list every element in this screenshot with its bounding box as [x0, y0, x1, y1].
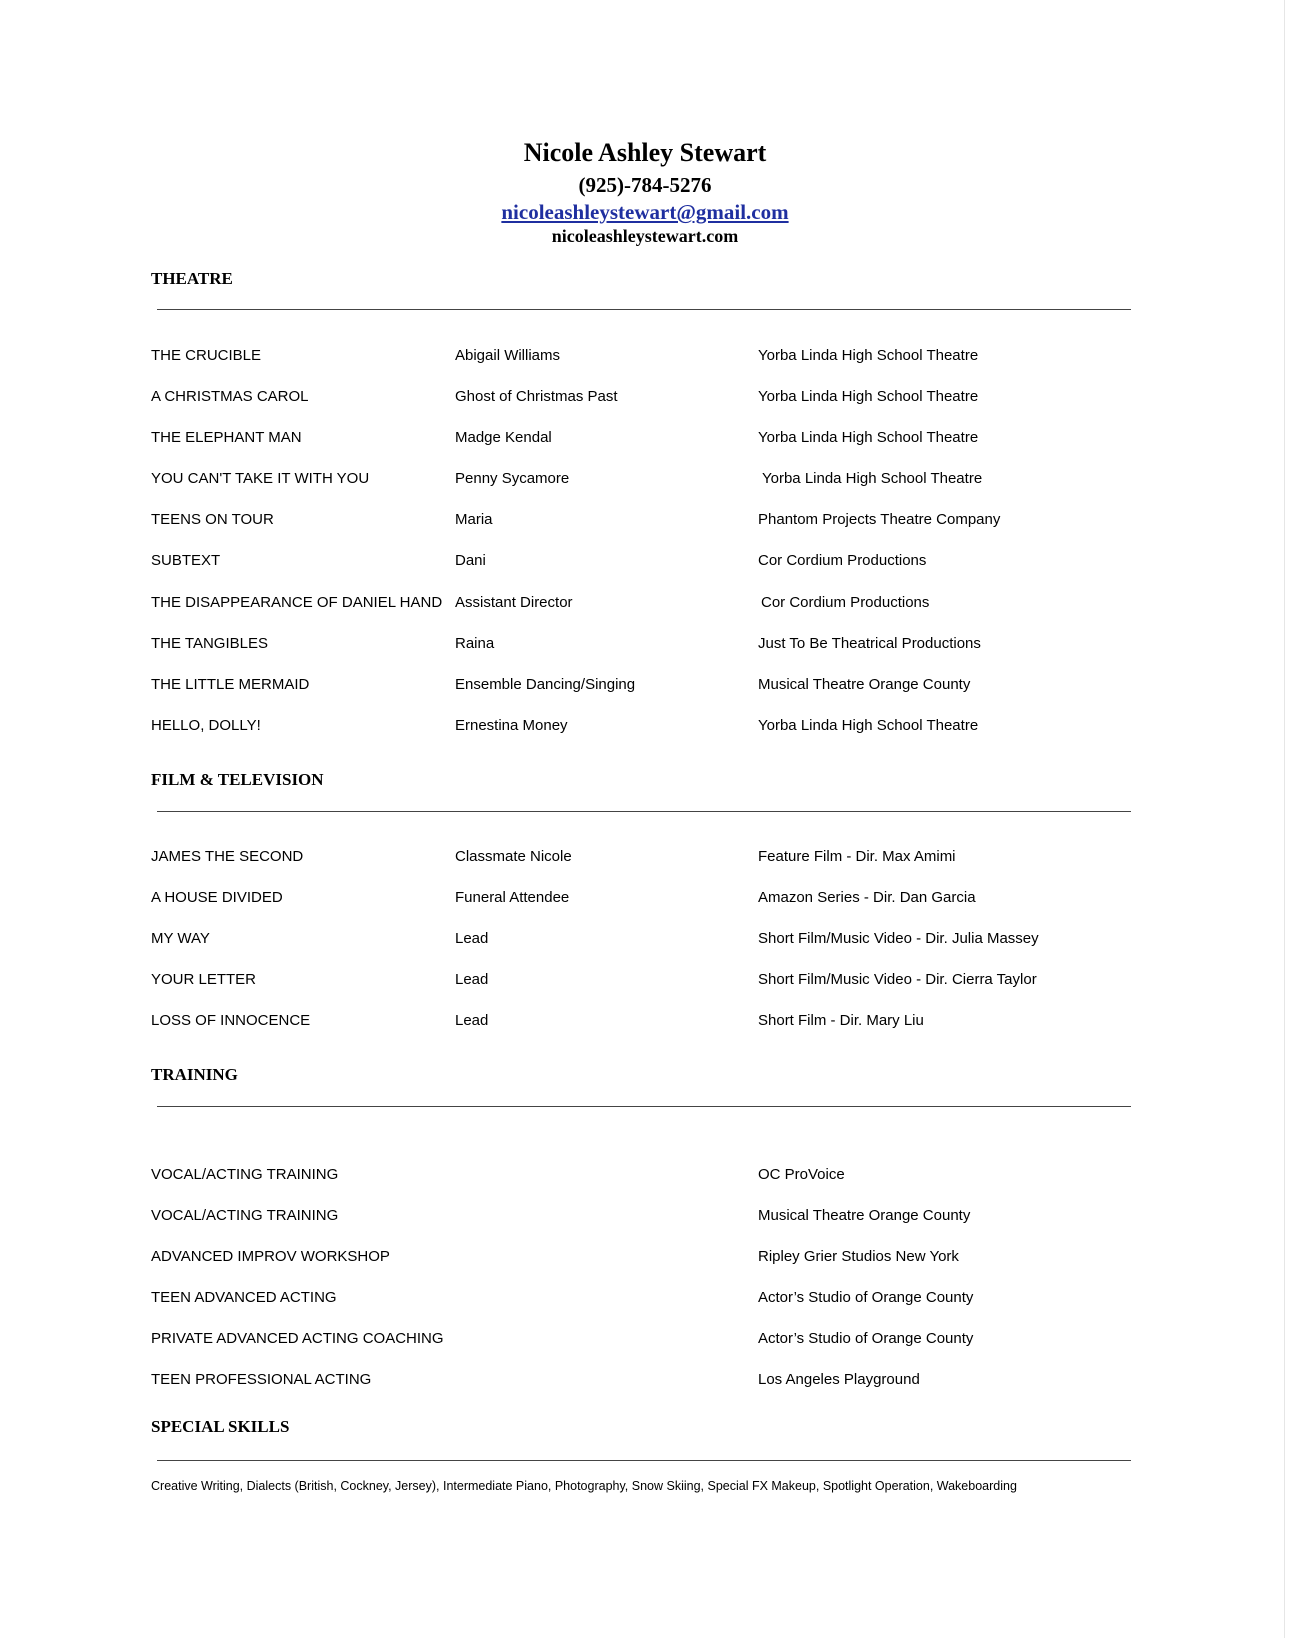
theatre-production: YOU CAN'T TAKE IT WITH YOU: [151, 470, 370, 487]
training-course: VOCAL/ACTING TRAINING: [151, 1166, 339, 1183]
theatre-role: Penny Sycamore: [455, 470, 570, 487]
theatre-role: Ensemble Dancing/Singing: [455, 676, 636, 693]
theatre-company: Just To Be Theatrical Productions: [758, 635, 981, 652]
theatre-role: Raina: [455, 635, 495, 652]
section-divider: [157, 309, 1131, 310]
film-role: Lead: [455, 930, 489, 947]
special-skills-list: Creative Writing, Dialects (British, Cockney, Jersey), Intermediate Piano, Photography, Snow Skiing, Special FX Makeup, Spotlight Operation, Wakeboarding: [151, 1479, 1017, 1493]
theatre-company: Cor Cordium Productions: [761, 594, 930, 611]
training-course: ADVANCED IMPROV WORKSHOP: [151, 1248, 390, 1265]
resume-name: Nicole Ashley Stewart: [523, 138, 767, 167]
training-school: Ripley Grier Studios New York: [758, 1248, 959, 1265]
theatre-production: SUBTEXT: [151, 552, 221, 569]
email-link[interactable]: nicoleashleystewart@gmail.com: [501, 200, 789, 224]
theatre-company: Cor Cordium Productions: [758, 552, 927, 569]
film-role: Classmate Nicole: [455, 848, 572, 865]
film-role: Lead: [455, 971, 489, 988]
theatre-company: Yorba Linda High School Theatre: [758, 717, 979, 734]
theatre-role: Maria: [455, 511, 493, 528]
training-course: TEEN ADVANCED ACTING: [151, 1289, 337, 1306]
film-company: Short Film/Music Video - Dir. Cierra Taylor: [758, 971, 1037, 988]
film-production: YOUR LETTER: [151, 971, 257, 988]
theatre-production: HELLO, DOLLY!: [151, 717, 261, 734]
theatre-production: THE TANGIBLES: [151, 635, 268, 652]
theatre-production: THE DISAPPEARANCE OF DANIEL HAND: [151, 594, 443, 611]
film-company: Short Film/Music Video - Dir. Julia Massey: [758, 930, 1039, 947]
section-divider: [157, 1460, 1131, 1461]
film-production: LOSS OF INNOCENCE: [151, 1012, 311, 1029]
training-course: PRIVATE ADVANCED ACTING COACHING: [151, 1330, 444, 1347]
section-title-theatre: THEATRE: [151, 269, 233, 288]
film-production: JAMES THE SECOND: [151, 848, 304, 865]
website-text: nicoleashleystewart.com: [551, 226, 739, 246]
film-company: Amazon Series - Dir. Dan Garcia: [758, 889, 976, 906]
theatre-role: Assistant Director: [455, 594, 573, 611]
theatre-role: Madge Kendal: [455, 429, 552, 446]
theatre-production: TEENS ON TOUR: [151, 511, 274, 528]
section-title-training: TRAINING: [151, 1065, 238, 1084]
film-company: Short Film - Dir. Mary Liu: [758, 1012, 924, 1029]
training-school: OC ProVoice: [758, 1166, 845, 1183]
theatre-production: THE CRUCIBLE: [151, 347, 262, 364]
training-school: Los Angeles Playground: [758, 1371, 920, 1388]
theatre-production: A CHRISTMAS CAROL: [151, 388, 309, 405]
phone-number: (925)-784-5276: [578, 173, 712, 197]
theatre-company: Yorba Linda High School Theatre: [762, 470, 983, 487]
theatre-role: Abigail Williams: [455, 347, 561, 364]
section-title-special-skills: SPECIAL SKILLS: [151, 1417, 290, 1436]
film-role: Funeral Attendee: [455, 889, 570, 906]
film-production: A HOUSE DIVIDED: [151, 889, 283, 906]
film-company: Feature Film - Dir. Max Amimi: [758, 848, 956, 865]
training-course: VOCAL/ACTING TRAINING: [151, 1207, 339, 1224]
training-school: Musical Theatre Orange County: [758, 1207, 971, 1224]
theatre-role: Ernestina Money: [455, 717, 568, 734]
theatre-role: Dani: [455, 552, 486, 569]
theatre-production: THE LITTLE MERMAID: [151, 676, 310, 693]
film-role: Lead: [455, 1012, 489, 1029]
theatre-company: Yorba Linda High School Theatre: [758, 429, 979, 446]
theatre-company: Yorba Linda High School Theatre: [758, 388, 979, 405]
section-title-film-tv: FILM & TELEVISION: [151, 770, 324, 789]
theatre-company: Phantom Projects Theatre Company: [758, 511, 1001, 528]
section-divider: [157, 1106, 1131, 1107]
theatre-company: Yorba Linda High School Theatre: [758, 347, 979, 364]
film-production: MY WAY: [151, 930, 210, 947]
training-school: Actor’s Studio of Orange County: [758, 1289, 974, 1306]
theatre-company: Musical Theatre Orange County: [758, 676, 971, 693]
training-course: TEEN PROFESSIONAL ACTING: [151, 1371, 372, 1388]
theatre-role: Ghost of Christmas Past: [455, 388, 618, 405]
training-school: Actor’s Studio of Orange County: [758, 1330, 974, 1347]
section-divider: [157, 811, 1131, 812]
theatre-production: THE ELEPHANT MAN: [151, 429, 302, 446]
